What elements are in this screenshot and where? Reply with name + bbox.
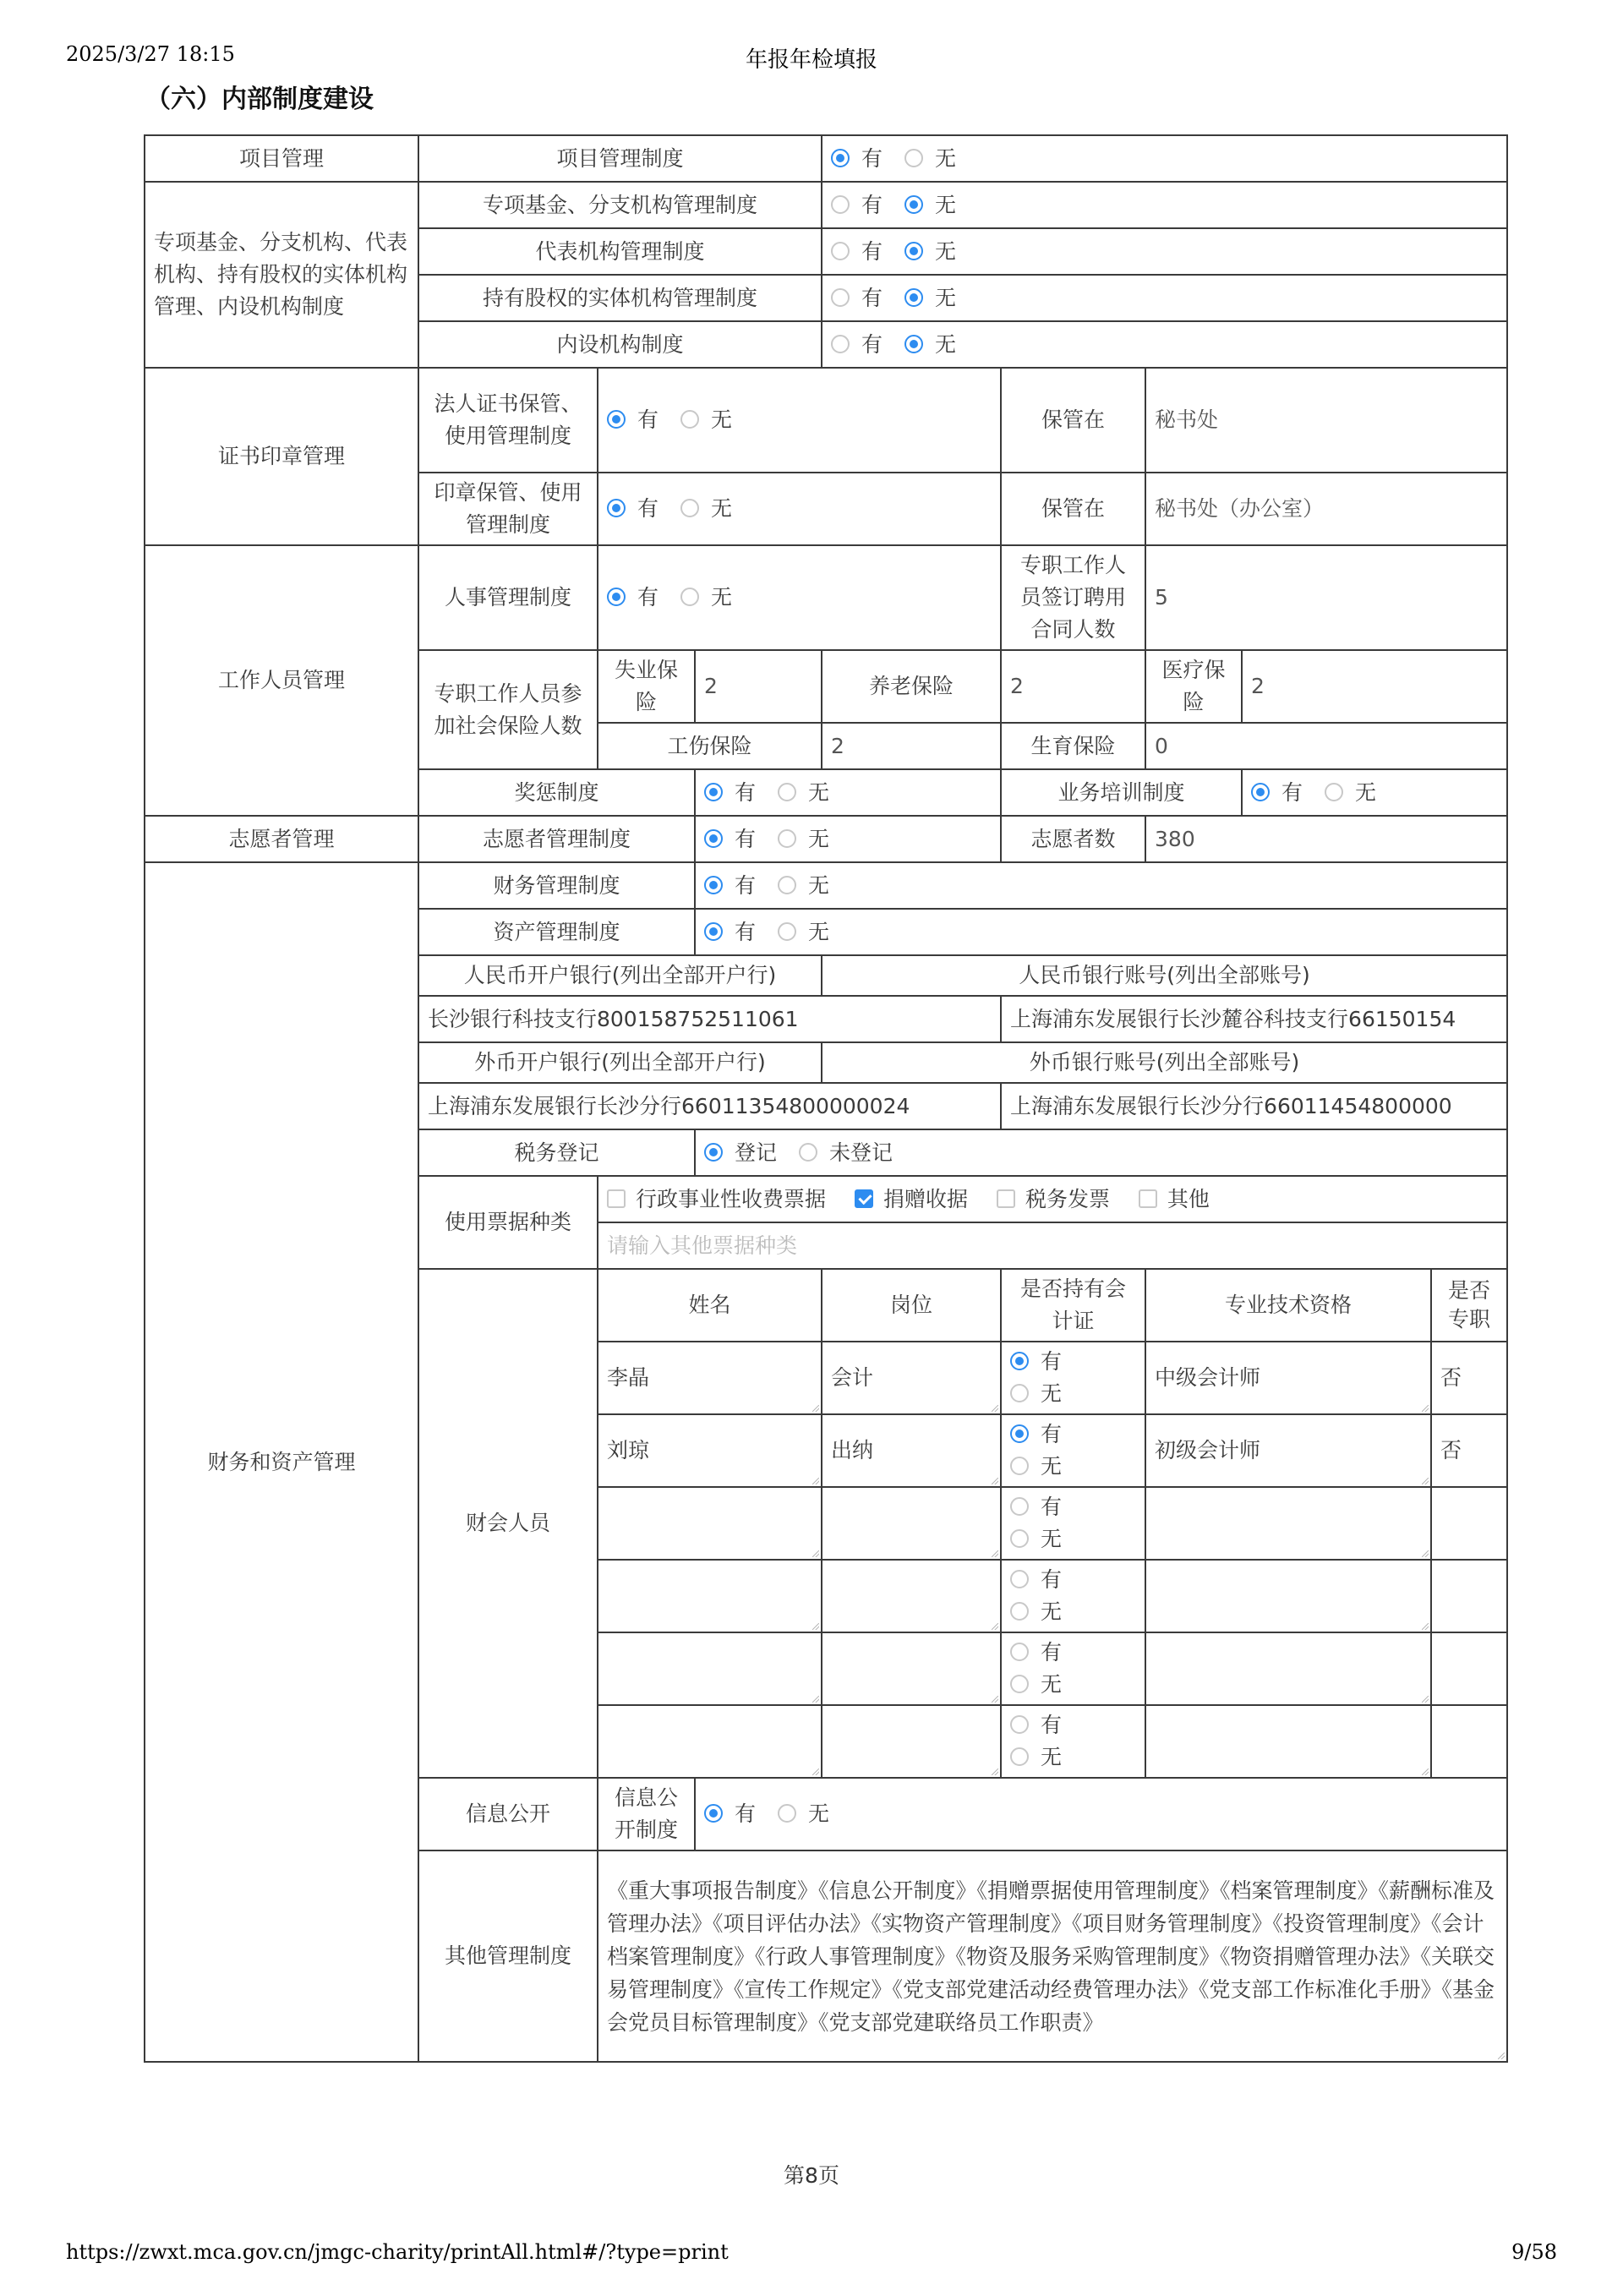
radio-icon[interactable]	[778, 876, 796, 894]
row-branch-policy	[145, 182, 1507, 228]
radio-option[interactable]	[1010, 1346, 1062, 1378]
checkbox-icon[interactable]	[607, 1189, 626, 1208]
row-project-policy	[145, 135, 1507, 182]
radio-icon[interactable]	[704, 876, 723, 894]
radio-label: 无	[1041, 1454, 1063, 1479]
radio-group	[831, 332, 978, 357]
category-finance: 财务和资产管理	[145, 862, 418, 2062]
radio-label: 无	[808, 919, 830, 944]
receipt-types-checkboxes	[598, 1176, 1507, 1222]
category-seal: 证书印章管理	[145, 368, 418, 545]
receipt-option[interactable]	[1139, 1184, 1210, 1216]
radio-option[interactable]	[1010, 1564, 1062, 1596]
radio-group	[607, 407, 754, 432]
receipt-option[interactable]	[607, 1184, 826, 1216]
radio-option[interactable]	[607, 404, 658, 436]
section-title: （六）内部制度建设	[145, 85, 374, 114]
radio-icon[interactable]	[1010, 1424, 1029, 1443]
volunteer-count-value[interactable]: 380	[1145, 816, 1507, 862]
radio-group	[1010, 1640, 1084, 1697]
radio-icon[interactable]	[799, 1143, 817, 1162]
radio-label: 无	[1355, 779, 1377, 805]
acc-cert-radio	[1001, 1560, 1145, 1632]
kept-at-label: 保管在	[1001, 368, 1145, 473]
radio-icon[interactable]	[904, 195, 923, 214]
category-volunteer: 志愿者管理	[145, 816, 418, 862]
radio-option[interactable]	[607, 582, 658, 614]
radio-option[interactable]	[1010, 1451, 1062, 1483]
radio-option[interactable]	[1010, 1523, 1062, 1555]
radio-option[interactable]	[831, 282, 883, 314]
radio-option[interactable]	[607, 493, 658, 525]
radio-label: 登记	[735, 1140, 778, 1165]
acc-header-name: 姓名	[598, 1269, 822, 1342]
radio-group	[1010, 1567, 1084, 1624]
radio-label: 有	[861, 331, 883, 357]
radio-icon[interactable]	[1010, 1570, 1029, 1588]
contract-count-value[interactable]: 5	[1145, 545, 1507, 650]
radio-icon[interactable]	[680, 499, 699, 517]
radio-icon[interactable]	[831, 242, 850, 260]
tax-label: 税务登记	[418, 1129, 695, 1176]
rmb-bank-label: 人民币开户银行(列出全部开户行)	[418, 955, 822, 996]
rmb-bank-value[interactable]: 长沙银行科技支行800158752511061	[418, 996, 1001, 1042]
radio-group	[704, 1140, 915, 1165]
training-policy-radio	[1242, 769, 1507, 816]
radio-icon[interactable]	[904, 335, 923, 353]
acc-post[interactable]	[822, 1560, 1001, 1632]
receipt-option-label: 其他	[1167, 1186, 1210, 1211]
page-url: https://zwxt.mca.gov.cn/jmgc-charity/printAll.html#/?type=print	[66, 2240, 729, 2264]
receipt-types-label: 使用票据种类	[418, 1176, 598, 1269]
acc-post[interactable]	[822, 1487, 1001, 1560]
radio-label: 无	[935, 331, 957, 357]
category-branch: 专项基金、分支机构、代表机构、持有股权的实体机构管理、内设机构制度	[145, 182, 418, 368]
acc-fulltime[interactable]: 否	[1431, 1342, 1507, 1414]
maternity-value[interactable]: 0	[1145, 723, 1507, 769]
radio-icon[interactable]	[1010, 1529, 1029, 1548]
acc-cert-radio	[1001, 1487, 1145, 1560]
radio-option[interactable]	[778, 1798, 829, 1830]
radio-group	[1010, 1349, 1084, 1406]
radio-icon[interactable]	[904, 242, 923, 260]
radio-option[interactable]	[904, 329, 956, 361]
radio-label: 有	[735, 1801, 757, 1826]
kept-at-label: 保管在	[1001, 473, 1145, 545]
radio-icon[interactable]	[704, 829, 723, 848]
kept-at-value[interactable]: 秘书处	[1145, 368, 1507, 473]
radio-label: 无	[808, 872, 830, 898]
radio-option[interactable]	[1010, 1378, 1062, 1410]
radio-option[interactable]	[704, 1798, 756, 1830]
radio-icon[interactable]	[1010, 1602, 1029, 1621]
receipt-other-input[interactable]: 请输入其他票据种类	[598, 1222, 1507, 1269]
radio-icon[interactable]	[607, 588, 626, 606]
radio-label: 无	[1041, 1381, 1063, 1406]
hr-policy-label: 人事管理制度	[418, 545, 598, 650]
radio-icon[interactable]	[831, 288, 850, 307]
radio-icon[interactable]	[704, 1143, 723, 1162]
acc-cert-radio	[1001, 1632, 1145, 1705]
radio-icon[interactable]	[607, 410, 626, 429]
radio-label: 有	[861, 145, 883, 171]
unemployment-value[interactable]: 2	[695, 650, 822, 723]
acc-fulltime[interactable]	[1431, 1705, 1507, 1778]
asset-policy-label: 资产管理制度	[418, 909, 695, 955]
acc-cert-radio	[1001, 1414, 1145, 1487]
pension-value[interactable]: 2	[1001, 650, 1145, 723]
radio-option[interactable]	[778, 777, 829, 809]
branch-item-radio	[822, 321, 1507, 368]
radio-icon[interactable]	[1010, 1384, 1029, 1402]
radio-icon[interactable]	[680, 410, 699, 429]
radio-label: 未登记	[829, 1140, 893, 1165]
radio-group	[1010, 1495, 1084, 1551]
pension-label: 养老保险	[822, 650, 1001, 723]
radio-label: 有	[1041, 1422, 1063, 1446]
acc-header-qualification: 专业技术资格	[1145, 1269, 1431, 1342]
radio-icon[interactable]	[1251, 783, 1270, 801]
receipt-option-label: 税务发票	[1025, 1186, 1110, 1211]
contract-count-label: 专职工作人员签订聘用合同人数	[1001, 545, 1145, 650]
radio-label: 有	[735, 779, 757, 805]
radio-option[interactable]	[904, 143, 956, 175]
radio-option[interactable]	[1010, 1637, 1062, 1669]
acc-qualification[interactable]	[1145, 1705, 1431, 1778]
radio-icon[interactable]	[704, 922, 723, 941]
injury-label: 工伤保险	[598, 723, 822, 769]
acc-qualification[interactable]	[1145, 1487, 1431, 1560]
radio-label: 无	[808, 826, 830, 851]
radio-icon[interactable]	[904, 149, 923, 167]
acc-post[interactable]	[822, 1632, 1001, 1705]
branch-item-label: 内设机构制度	[418, 321, 822, 368]
acc-fulltime[interactable]	[1431, 1487, 1507, 1560]
radio-label: 有	[1041, 1349, 1063, 1374]
acc-qualification[interactable]	[1145, 1632, 1431, 1705]
radio-label: 无	[711, 407, 733, 432]
radio-icon[interactable]	[704, 783, 723, 801]
radio-label: 无	[935, 285, 957, 310]
print-datetime: 2025/3/27 18:15	[66, 42, 235, 66]
internal-systems-table	[144, 134, 1508, 2063]
acc-cert-radio	[1001, 1342, 1145, 1414]
branch-item-label: 持有股权的实体机构管理制度	[418, 275, 822, 321]
row-volunteer	[145, 816, 1507, 862]
radio-group	[831, 146, 978, 171]
radio-option[interactable]	[904, 236, 956, 268]
acc-fulltime[interactable]	[1431, 1560, 1507, 1632]
maternity-label: 生育保险	[1001, 723, 1145, 769]
radio-icon[interactable]	[1010, 1715, 1029, 1734]
radio-icon[interactable]	[1010, 1497, 1029, 1516]
acc-header-cert: 是否持有会计证	[1001, 1269, 1145, 1342]
disclosure-radio	[695, 1778, 1507, 1850]
category-staff: 工作人员管理	[145, 545, 418, 816]
rmb-account-value[interactable]: 上海浦东发展银行长沙麓谷科技支行66150154	[1001, 996, 1507, 1042]
radio-option[interactable]	[904, 189, 956, 221]
print-title: 年报年检填报	[745, 47, 877, 73]
branch-item-radio	[822, 182, 1507, 228]
radio-option[interactable]	[778, 823, 829, 856]
radio-option[interactable]	[704, 1137, 777, 1169]
radio-label: 有	[735, 872, 757, 898]
acc-name[interactable]: 刘琼	[598, 1414, 822, 1487]
accountants-label: 财会人员	[418, 1269, 598, 1778]
seal-item-radio	[598, 368, 1001, 473]
checkbox-icon[interactable]	[855, 1189, 873, 1208]
training-policy-label: 业务培训制度	[1001, 769, 1242, 816]
radio-label: 有	[1041, 1713, 1063, 1737]
radio-icon[interactable]	[778, 1804, 796, 1823]
receipt-option-label: 捐赠收据	[883, 1186, 968, 1211]
radio-icon[interactable]	[778, 829, 796, 848]
radio-option[interactable]	[1010, 1741, 1062, 1774]
radio-icon[interactable]	[704, 1804, 723, 1823]
radio-icon[interactable]	[778, 922, 796, 941]
radio-option[interactable]	[704, 870, 756, 902]
fx-bank-value[interactable]: 上海浦东发展银行长沙分行66011354800000024	[418, 1083, 1001, 1129]
radio-label: 有	[1041, 1640, 1063, 1665]
radio-option[interactable]	[680, 582, 732, 614]
radio-label: 有	[637, 407, 659, 432]
radio-group	[704, 827, 851, 851]
seal-item-label: 法人证书保管、使用管理制度	[418, 368, 598, 473]
other-policies-text[interactable]: 《重大事项报告制度》《信息公开制度》《捐赠票据使用管理制度》《档案管理制度》《薪酬标准及管理办法》《项目评估办法》《实物资产管理制度》《项目财务管理制度》《投资管理制度》《会计档案管理制度》《行政人事管理制度》《物资及服务采购管理制度》《物资捐赠管理办法》《关联交易管理制度》《宣传工作规定》《党支部党建活动经费管理办法》《党支部工作标准化手册》《基金会党员目标管理制度》《党支部党建联络员工作职责》	[598, 1850, 1507, 2062]
project-policy-radio	[822, 135, 1507, 182]
radio-option[interactable]	[778, 870, 829, 902]
radio-group	[704, 873, 851, 898]
radio-option[interactable]	[680, 493, 732, 525]
seal-item-radio	[598, 473, 1001, 545]
radio-icon[interactable]	[1010, 1457, 1029, 1475]
radio-icon[interactable]	[831, 335, 850, 353]
checkbox-icon[interactable]	[997, 1189, 1015, 1208]
radio-label: 无	[1041, 1527, 1063, 1551]
page-count: 9/58	[1511, 2240, 1557, 2264]
reward-policy-label: 奖惩制度	[418, 769, 695, 816]
radio-group	[1010, 1713, 1084, 1769]
checkbox-icon[interactable]	[1139, 1189, 1157, 1208]
medical-value[interactable]: 2	[1242, 650, 1507, 723]
radio-option[interactable]	[778, 916, 829, 948]
acc-post[interactable]: 出纳	[822, 1414, 1001, 1487]
radio-option[interactable]	[1010, 1419, 1062, 1451]
radio-label: 有	[861, 285, 883, 310]
radio-label: 有	[1281, 779, 1303, 805]
receipt-option-label: 行政事业性收费票据	[636, 1186, 827, 1211]
radio-icon[interactable]	[1010, 1747, 1029, 1766]
disclosure-label: 信息公开	[418, 1778, 598, 1850]
radio-icon[interactable]	[831, 149, 850, 167]
radio-label: 无	[711, 585, 733, 610]
acc-name[interactable]	[598, 1705, 822, 1778]
radio-icon[interactable]	[1010, 1643, 1029, 1661]
branch-item-label: 专项基金、分支机构管理制度	[418, 182, 822, 228]
radio-group	[831, 239, 978, 264]
radio-option[interactable]	[1325, 777, 1376, 809]
rmb-account-label: 人民币银行账号(列出全部账号)	[822, 955, 1507, 996]
radio-group	[704, 920, 851, 944]
medical-label: 医疗保险	[1145, 650, 1242, 723]
radio-label: 有	[861, 192, 883, 217]
receipt-option[interactable]	[997, 1184, 1110, 1216]
radio-label: 无	[935, 192, 957, 217]
radio-icon[interactable]	[904, 288, 923, 307]
radio-option[interactable]	[831, 329, 883, 361]
radio-option[interactable]	[799, 1137, 893, 1169]
radio-option[interactable]	[904, 282, 956, 314]
radio-option[interactable]	[1251, 777, 1303, 809]
branch-item-radio	[822, 228, 1507, 275]
radio-option[interactable]	[680, 404, 732, 436]
acc-post[interactable]: 会计	[822, 1342, 1001, 1414]
radio-label: 无	[1041, 1599, 1063, 1624]
row-seal-cert	[145, 368, 1507, 473]
radio-label: 有	[735, 919, 757, 944]
acc-header-fulltime: 是否专职	[1431, 1269, 1507, 1342]
fx-account-label: 外币银行账号(列出全部账号)	[822, 1042, 1507, 1083]
radio-label: 有	[637, 585, 659, 610]
acc-post[interactable]	[822, 1705, 1001, 1778]
volunteer-policy-label: 志愿者管理制度	[418, 816, 695, 862]
seal-item-label: 印章保管、使用管理制度	[418, 473, 598, 545]
acc-name[interactable]	[598, 1632, 822, 1705]
radio-label: 有	[1041, 1567, 1063, 1592]
radio-option[interactable]	[831, 189, 883, 221]
radio-icon[interactable]	[607, 499, 626, 517]
acc-header-post: 岗位	[822, 1269, 1001, 1342]
radio-option[interactable]	[704, 823, 756, 856]
fx-account-value[interactable]: 上海浦东发展银行长沙分行66011454800000	[1001, 1083, 1507, 1129]
radio-label: 无	[935, 145, 957, 171]
radio-group	[607, 585, 754, 610]
radio-group	[704, 1801, 851, 1826]
radio-icon[interactable]	[1010, 1675, 1029, 1693]
finance-policy-radio	[695, 862, 1507, 909]
radio-group	[831, 193, 978, 217]
acc-name[interactable]: 李晶	[598, 1342, 822, 1414]
reward-policy-radio	[695, 769, 1001, 816]
asset-policy-radio	[695, 909, 1507, 955]
project-policy-label: 项目管理制度	[418, 135, 822, 182]
radio-group	[607, 496, 754, 521]
row-finance-policy	[145, 862, 1507, 909]
radio-group	[704, 780, 851, 805]
other-policies-label: 其他管理制度	[418, 1850, 598, 2062]
radio-option[interactable]	[704, 916, 756, 948]
hr-policy-radio	[598, 545, 1001, 650]
injury-value[interactable]: 2	[822, 723, 1001, 769]
tax-radio	[695, 1129, 1507, 1176]
radio-option[interactable]	[831, 236, 883, 268]
acc-qualification[interactable]	[1145, 1560, 1431, 1632]
radio-label: 有	[1041, 1495, 1063, 1519]
fx-bank-label: 外币开户银行(列出全部开户行)	[418, 1042, 822, 1083]
finance-policy-label: 财务管理制度	[418, 862, 695, 909]
radio-label: 有	[861, 238, 883, 264]
radio-option[interactable]	[1010, 1669, 1062, 1701]
insurance-count-label: 专职工作人员参加社会保险人数	[418, 650, 598, 769]
radio-label: 无	[1041, 1745, 1063, 1769]
acc-fulltime[interactable]	[1431, 1632, 1507, 1705]
radio-label: 无	[808, 1801, 830, 1826]
radio-option[interactable]	[831, 143, 883, 175]
receipt-option[interactable]	[855, 1184, 968, 1216]
radio-label: 有	[637, 496, 659, 521]
radio-group	[1010, 1422, 1084, 1479]
acc-qualification[interactable]: 初级会计师	[1145, 1414, 1431, 1487]
radio-option[interactable]	[1010, 1596, 1062, 1628]
branch-item-label: 代表机构管理制度	[418, 228, 822, 275]
unemployment-label: 失业保险	[598, 650, 695, 723]
radio-icon[interactable]	[778, 783, 796, 801]
page-number: 第8页	[784, 2163, 839, 2188]
radio-label: 无	[935, 238, 957, 264]
radio-option[interactable]	[1010, 1491, 1062, 1523]
kept-at-value[interactable]: 秘书处（办公室）	[1145, 473, 1507, 545]
radio-icon[interactable]	[1325, 783, 1343, 801]
radio-group	[831, 286, 978, 310]
volunteer-policy-radio	[695, 816, 1001, 862]
row-hr-policy	[145, 545, 1507, 650]
acc-name[interactable]	[598, 1560, 822, 1632]
acc-cert-radio	[1001, 1705, 1145, 1778]
radio-icon[interactable]	[1010, 1352, 1029, 1370]
disclosure-policy-label: 信息公开制度	[598, 1778, 695, 1850]
branch-item-radio	[822, 275, 1507, 321]
acc-qualification[interactable]: 中级会计师	[1145, 1342, 1431, 1414]
radio-icon[interactable]	[831, 195, 850, 214]
radio-option[interactable]	[704, 777, 756, 809]
radio-label: 无	[808, 779, 830, 805]
acc-name[interactable]	[598, 1487, 822, 1560]
radio-group	[1251, 780, 1398, 805]
category-project: 项目管理	[145, 135, 418, 182]
radio-label: 无	[1041, 1672, 1063, 1697]
radio-label: 有	[735, 826, 757, 851]
acc-fulltime[interactable]: 否	[1431, 1414, 1507, 1487]
radio-icon[interactable]	[680, 588, 699, 606]
internal-systems-form	[144, 134, 1506, 2063]
radio-option[interactable]	[1010, 1709, 1062, 1741]
radio-label: 无	[711, 496, 733, 521]
volunteer-count-label: 志愿者数	[1001, 816, 1145, 862]
